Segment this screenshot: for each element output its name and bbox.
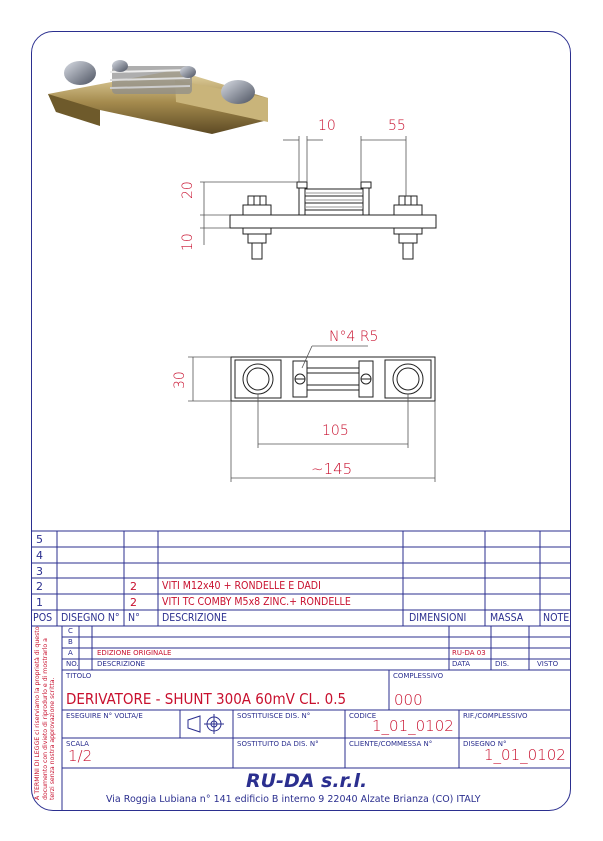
row-pos: 2 bbox=[36, 580, 43, 593]
revision-signed: RU-DA 03 bbox=[452, 649, 486, 657]
header-drawing-no: DISEGNO N° bbox=[61, 612, 120, 624]
projection-symbol-icon bbox=[188, 714, 224, 734]
row-pos: 4 bbox=[36, 549, 43, 562]
dimension-55: 55 bbox=[388, 118, 406, 134]
title-label: TITOLO bbox=[66, 672, 92, 680]
dimension-20: 20 bbox=[180, 181, 196, 199]
esecuzione-label: ESEGUIRE N° VOLTA/E bbox=[66, 712, 143, 720]
dimension-105: 105 bbox=[322, 423, 349, 439]
revision-letter: C bbox=[68, 627, 73, 635]
disegno-label: DISEGNO N° bbox=[463, 740, 507, 748]
revision-header-checked: VISTO bbox=[537, 660, 559, 668]
scala-label: SCALA bbox=[66, 740, 89, 748]
title-block-grid bbox=[32, 531, 571, 810]
row-pos: 5 bbox=[36, 533, 43, 546]
cliente-label: CLIENTE/COMMESSA N° bbox=[349, 740, 433, 748]
dimension-note-r5: N°4 R5 bbox=[329, 329, 379, 345]
legal-note: A TERMINI DI LEGGE ci riserviamo la proprietà di questo documento con divieto di riprodurlo e di mostrarlo a terzi senza nostra approvazione scritta. bbox=[34, 626, 56, 800]
row-pos: 3 bbox=[36, 565, 43, 578]
header-mass: MASSA bbox=[490, 612, 524, 624]
dimension-10-top: 10 bbox=[318, 118, 336, 134]
side-view bbox=[230, 182, 436, 259]
complessivo-value: 000 bbox=[394, 691, 423, 709]
sostituisce-label: SOSTITUISCE DIS. N° bbox=[237, 712, 311, 720]
rif-label: RIF./COMPLESSIVO bbox=[463, 712, 528, 720]
company-name: RU-DA s.r.l. bbox=[246, 770, 368, 792]
company-address: Via Roggia Lubiana n° 141 edificio B interno 9 22040 Alzate Brianza (CO) ITALY bbox=[106, 794, 481, 805]
header-pos: POS bbox=[33, 612, 53, 624]
row-description: VITI TC COMBY M5x8 ZINC.+ RONDELLE bbox=[162, 596, 351, 608]
drawing-title: DERIVATORE - SHUNT 300A 60mV CL. 0.5 bbox=[66, 690, 347, 708]
revision-header-date: DATA bbox=[452, 660, 471, 668]
row-qty: 2 bbox=[130, 596, 137, 609]
header-qty: N° bbox=[128, 612, 140, 624]
row-pos: 1 bbox=[36, 596, 43, 609]
shunt-3d-image bbox=[48, 60, 268, 134]
disegno-value: 1_01_0102 bbox=[484, 746, 566, 764]
sostituito-label: SOSTITUITO DA DIS. N° bbox=[237, 740, 319, 748]
dimension-10-left: 10 bbox=[180, 233, 196, 251]
dimension-30: 30 bbox=[172, 371, 188, 389]
header-dimensions: DIMENSIONI bbox=[409, 612, 467, 624]
revision-description: EDIZIONE ORIGINALE bbox=[97, 649, 172, 657]
revision-letter: B bbox=[68, 638, 73, 646]
scala-value: 1/2 bbox=[68, 747, 93, 765]
revision-letter: A bbox=[68, 649, 73, 657]
row-description: VITI M12x40 + RONDELLE E DADI bbox=[162, 580, 321, 592]
top-view bbox=[231, 357, 435, 401]
row-qty: 2 bbox=[130, 580, 137, 593]
complessivo-label: COMPLESSIVO bbox=[393, 672, 444, 680]
revision-header-no: NO. bbox=[66, 660, 79, 668]
revision-header-description: DESCRIZIONE bbox=[97, 660, 146, 668]
codice-value: 1_01_0102 bbox=[372, 717, 454, 735]
header-description: DESCRIZIONE bbox=[162, 612, 227, 624]
header-note: NOTE bbox=[543, 612, 570, 624]
revision-header-drawn: DIS. bbox=[495, 660, 510, 668]
dimension-145: ~145 bbox=[311, 460, 353, 478]
codice-label: CODICE bbox=[349, 712, 377, 720]
